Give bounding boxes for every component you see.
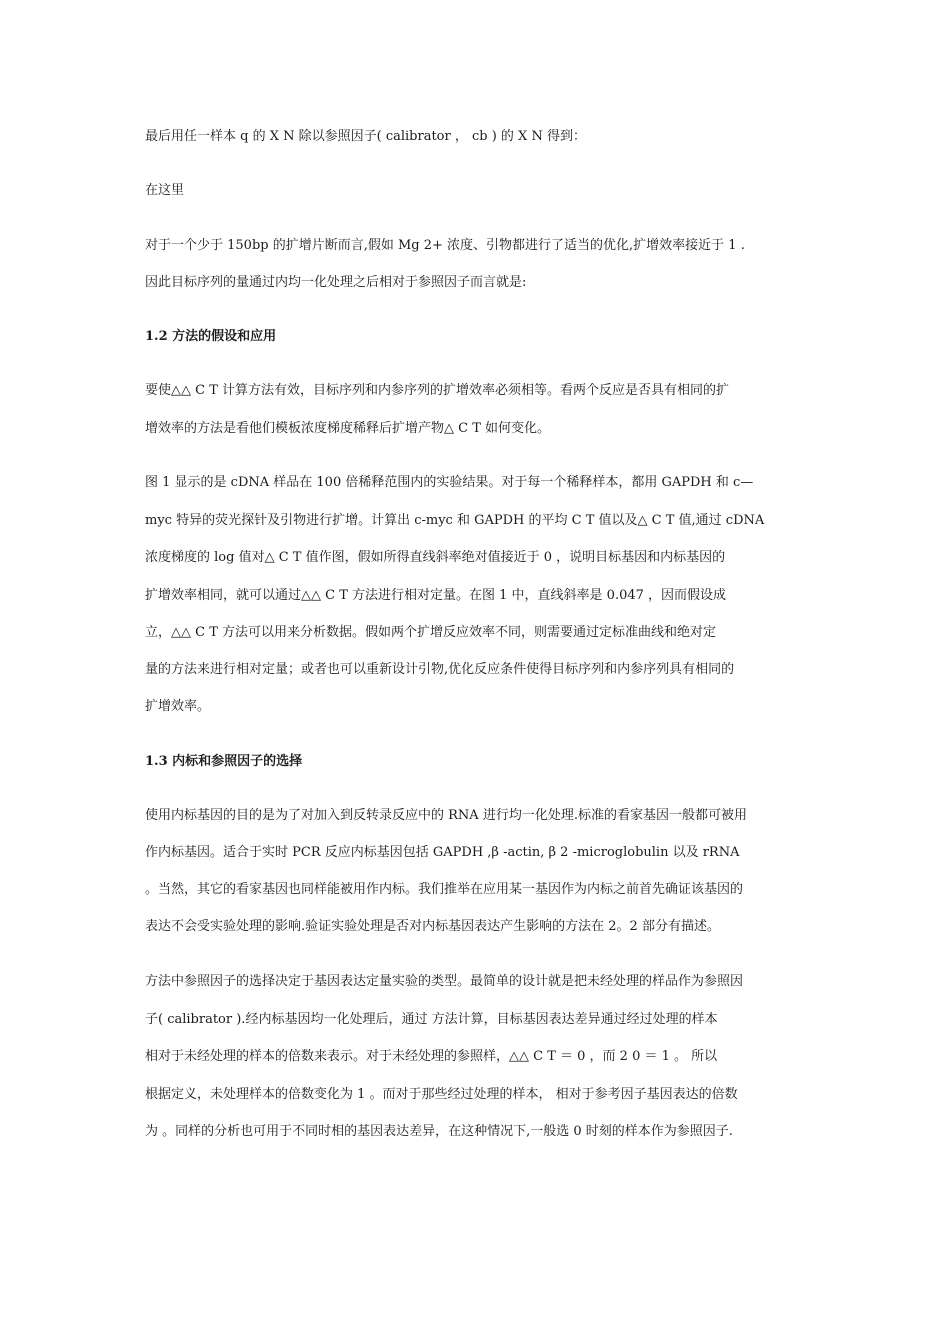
paragraph-line: 因此目标序列的量通过内均一化处理之后相对于参照因子而言就是: [145,275,527,290]
paragraph-line: 使用内标基因的目的是为了对加入到反转录反应中的 RNA 进行均一化处理.标准的看家基因一般都可被用 [145,808,747,823]
paragraph-line: 作内标基因。适合于实时 PCR 反应内标基因包括 GAPDH ,β -actin, β 2 -microglobulin 以及 rRNA [145,845,740,860]
paragraph-line: 在这里 [145,183,185,198]
paragraph-line: 图 1 显示的是 cDNA 样品在 100 倍稀释范围内的实验结果。对于每一个稀释样本，都用 GAPDH 和 c— [145,475,754,490]
paragraph-line: 浓度梯度的 log 值对△ C T 值作图，假如所得直线斜率绝对值接近于 0 ，说明目标基因和内标基因的 [145,550,726,565]
paragraph-line: 。当然，其它的看家基因也同样能被用作内标。我们推举在应用某一基因作为内标之前首先确证该基因的 [145,882,744,897]
section-heading: 1.3 内标和参照因子的选择 [145,754,303,769]
paragraph-line: 立，△△ C T 方法可以用来分析数据。假如两个扩增反应效率不同，则需要通过定标准曲线和绝对定 [145,625,717,640]
paragraph-line: 要使△△ C T 计算方法有效，目标序列和内参序列的扩增效率必须相等。看两个反应是否具有相同的扩 [145,383,730,398]
paragraph-line: 扩增效率相同，就可以通过△△ C T 方法进行相对定量。在图 1 中，直线斜率是 0.047 ，因而假设成 [145,588,727,603]
paragraph-line: 为 。同样的分析也可用于不同时相的基因表达差异，在这种情况下,一般选 0 时刻的样本作为参照因子. [145,1124,733,1139]
paragraph-line: 根据定义，未处理样本的倍数变化为 1 。而对于那些经过处理的样本， 相对于参考因子基因表达的倍数 [145,1087,738,1102]
paragraph-line: 增效率的方法是看他们模板浓度梯度稀释后扩增产物△ C T 如何变化。 [145,421,551,436]
paragraph-line: 对于一个少于 150bp 的扩增片断而言,假如 Mg 2+ 浓度、引物都进行了适当的优化,扩增效率接近于 1 . [145,238,745,253]
paragraph-line: 量的方法来进行相对定量；或者也可以重新设计引物,优化反应条件使得目标序列和内参序列具有相同的 [145,662,735,677]
paragraph-line: 相对于未经处理的样本的倍数来表示。对于未经处理的参照样，△△ C T ＝ 0 ，而 2 0 ＝ 1 。 所以 [145,1049,718,1064]
paragraph-line: 表达不会受实验处理的影响.验证实验处理是否对内标基因表达产生影响的方法在 2。2 部分有描述。 [145,919,720,934]
paragraph-line: 方法中参照因子的选择决定于基因表达定量实验的类型。最简单的设计就是把未经处理的样品作为参照因 [145,974,744,989]
paragraph-line: 扩增效率。 [145,699,211,714]
paragraph-line: 最后用任一样本 q 的 X N 除以参照因子( calibrator ， cb ) 的 X N 得到： [145,129,586,144]
paragraph-line: myc 特异的荧光探针及引物进行扩增。计算出 c-myc 和 GAPDH 的平均 C T 值以及△ C T 值,通过 cDNA [145,513,765,528]
paragraph-line: 子( calibrator ).经内标基因均一化处理后，通过 方法计算，目标基因表达差异通过经过处理的样本 [145,1012,718,1027]
section-heading: 1.2 方法的假设和应用 [145,329,277,344]
